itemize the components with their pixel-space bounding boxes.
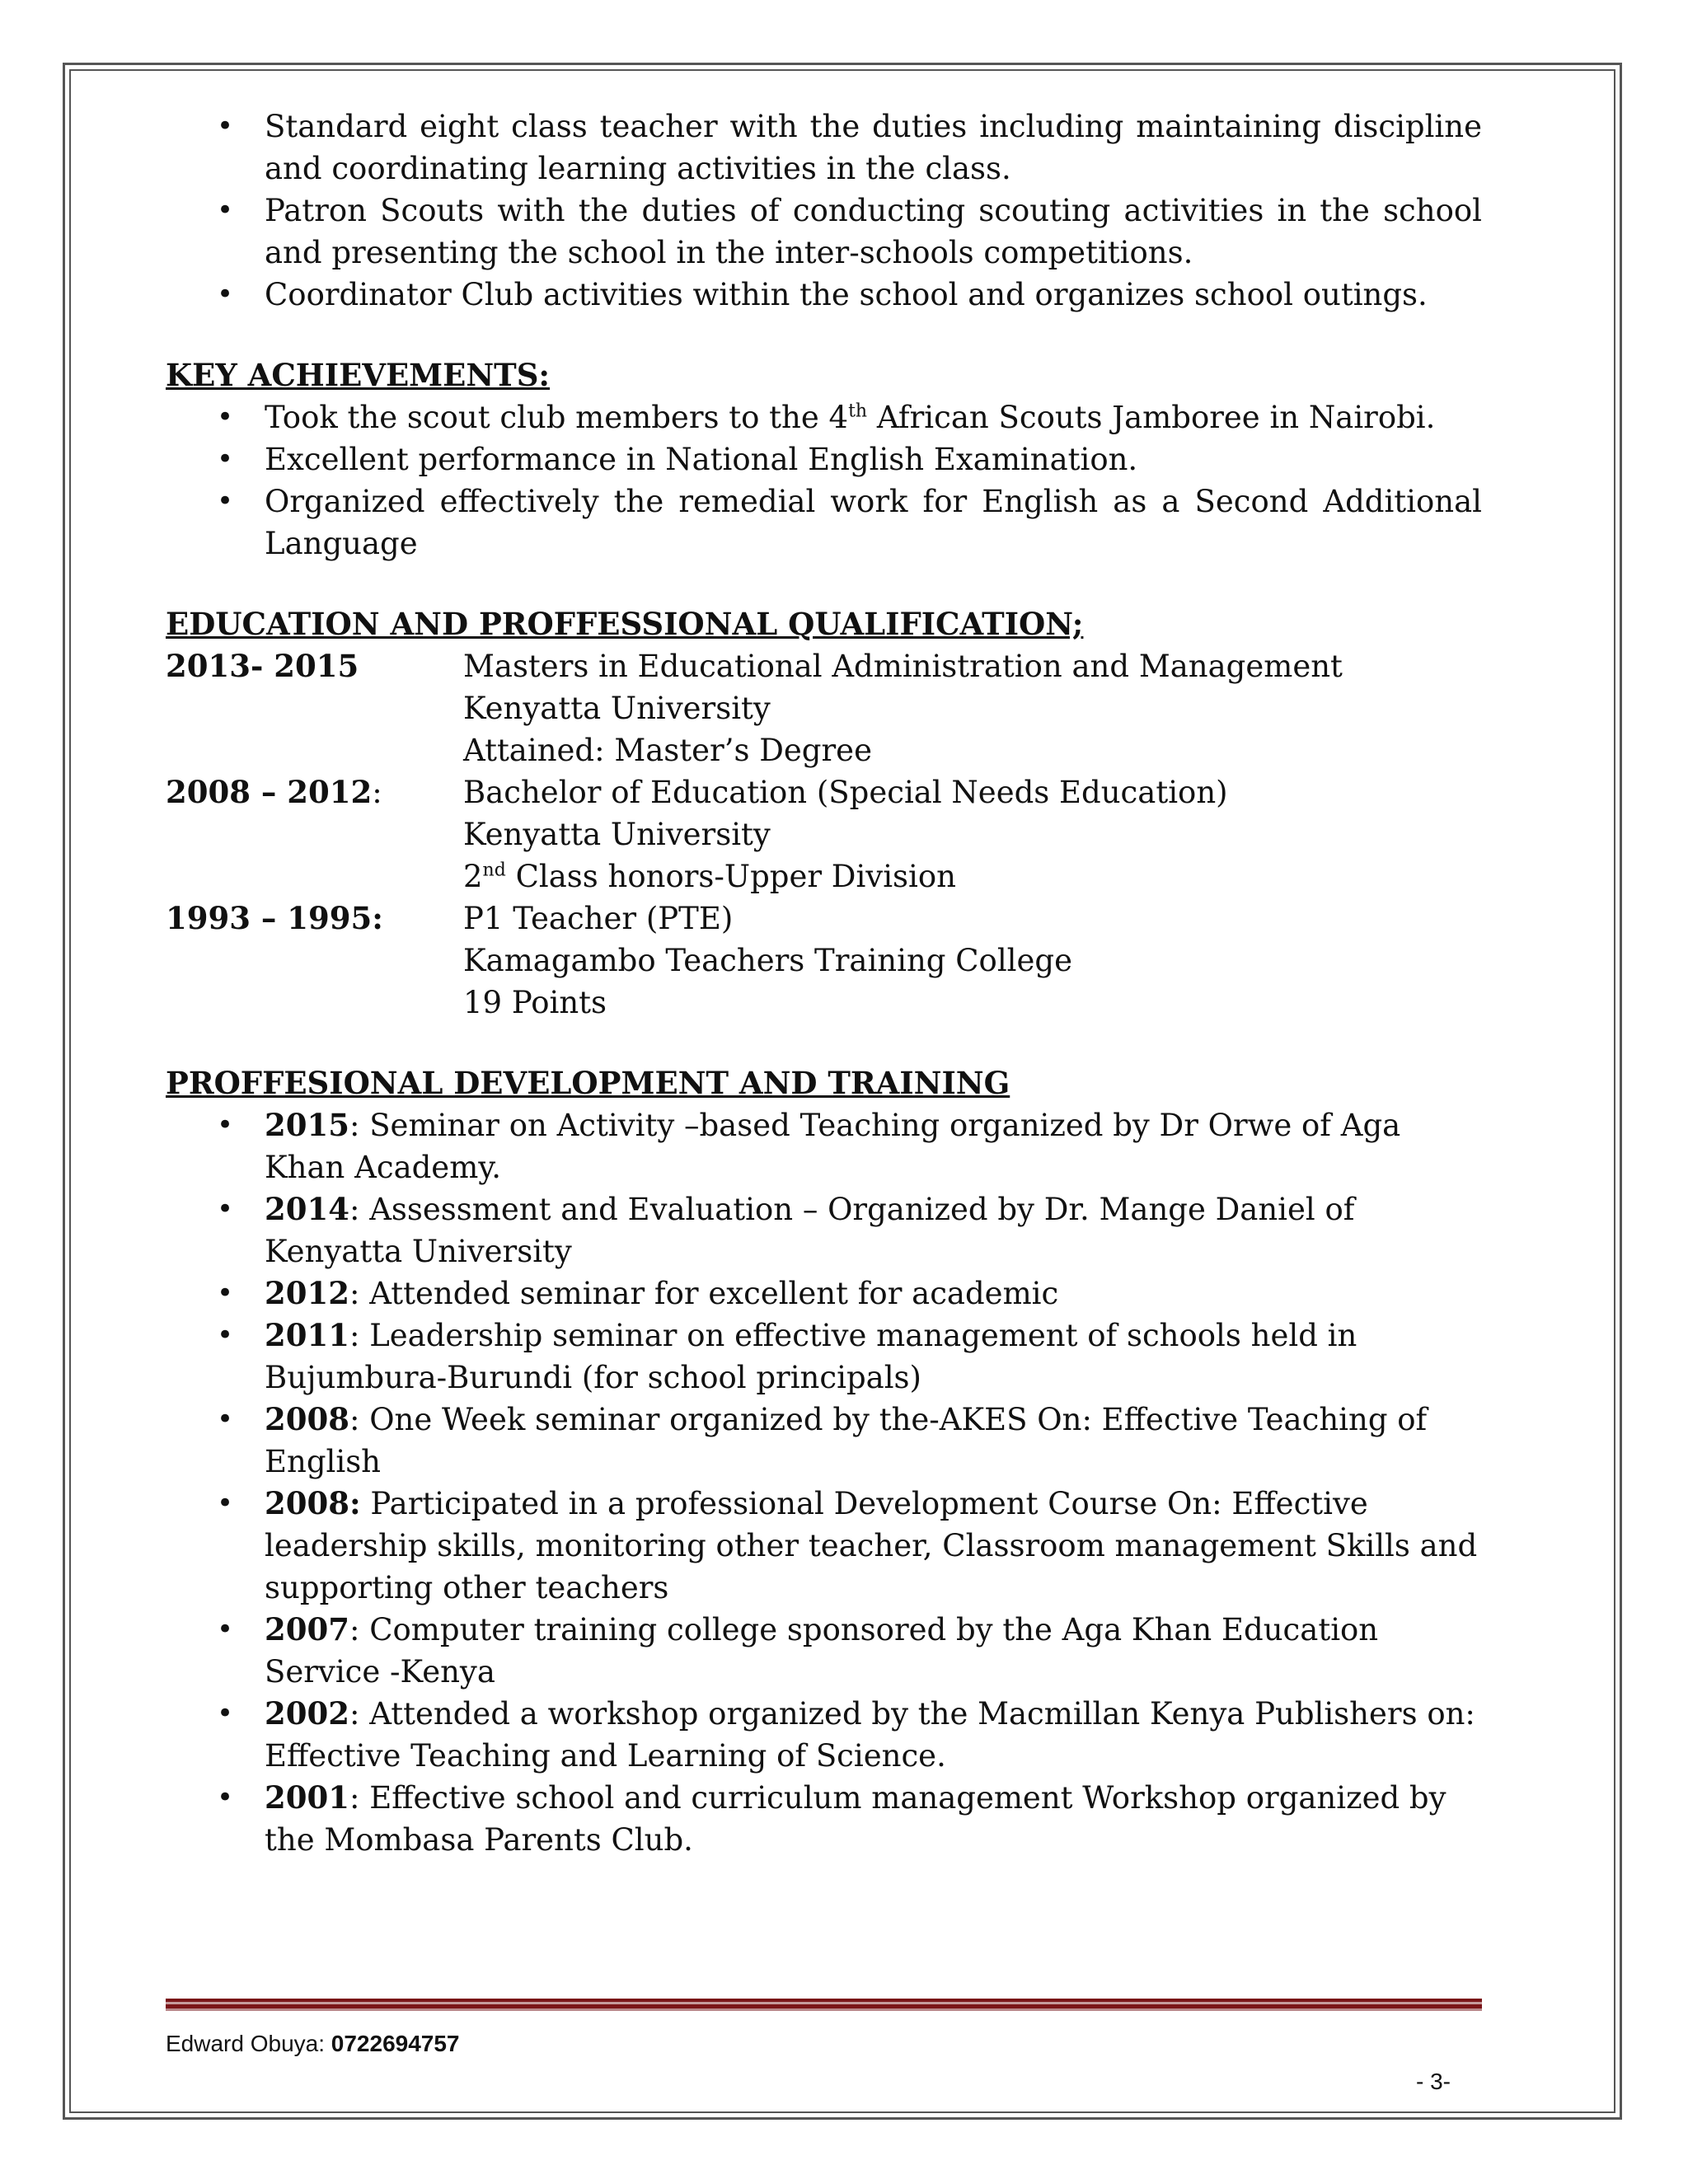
achievement-item: • Excellent performance in National English Examination. (166, 438, 1482, 480)
footer-contact (166, 2031, 460, 2057)
education-line: Bachelor of Education (Special Needs Education) (463, 775, 1228, 810)
training-item: • 2012: Attended seminar for excellent for academic (166, 1272, 1482, 1315)
education-line: 2nd Class honors-Upper Division (463, 859, 956, 894)
education-line: Kenyatta University (463, 817, 771, 852)
education-entry (166, 771, 1482, 898)
training-list (166, 1104, 1482, 1861)
education-line: Kenyatta University (463, 691, 771, 726)
training-item: • 2001: Effective school and curriculum management Workshop organized by the Mombasa Parents Club. (166, 1777, 1482, 1861)
education-years: 1993 – 1995: (166, 900, 383, 936)
education-line: P1 Teacher (PTE) (463, 901, 734, 936)
education-line: Kamagambo Teachers Training College (463, 943, 1072, 978)
training-item: • 2002: Attended a workshop organized by the Macmillan Kenya Publishers on: Effective Teaching and Learning of Science. (166, 1693, 1482, 1777)
footer-phone: 0722694757 (331, 2031, 460, 2056)
duties-list (166, 105, 1482, 316)
achievement-item: • Organized effectively the remedial work for English as a Second Additional Language (166, 480, 1482, 565)
education-years: 2013- 2015 (166, 648, 359, 684)
footer-rule (166, 1999, 1482, 2011)
education-line: 19 Points (463, 985, 607, 1020)
education-entry (166, 898, 1482, 1024)
training-item: • 2007: Computer training college sponsored by the Aga Khan Education Service -Kenya (166, 1609, 1482, 1693)
achievement-item: • Took the scout club members to the 4th African Scouts Jamboree in Nairobi. (166, 396, 1482, 438)
education-line: Masters in Educational Administration and Management (463, 649, 1343, 684)
training-item: • 2011: Leadership seminar on effective management of schools held in Bujumbura-Burundi (for school principals) (166, 1315, 1482, 1399)
duty-item: • Coordinator Club activities within the school and organizes school outings. (166, 274, 1482, 316)
resume-page-body (166, 105, 1482, 1861)
key-achievements-heading: KEY ACHIEVEMENTS: (166, 357, 551, 393)
duty-item: • Standard eight class teacher with the duties including maintaining discipline and coordinating learning activities in the class. (166, 105, 1482, 190)
page-number: - 3- (1416, 2069, 1451, 2094)
training-heading: PROFFESIONAL DEVELOPMENT AND TRAINING (166, 1065, 1010, 1101)
duty-item: • Patron Scouts with the duties of conducting scouting activities in the school and presenting the school in the inter-schools competitions. (166, 190, 1482, 274)
education-years: 2008 – 2012: (166, 774, 382, 810)
education-line: Attained: Master’s Degree (463, 733, 872, 768)
footer-name: Edward Obuya: (166, 2031, 331, 2056)
training-item: • 2015: Seminar on Activity –based Teaching organized by Dr Orwe of Aga Khan Academy. (166, 1104, 1482, 1188)
training-item: • 2008: Participated in a professional Development Course On: Effective leadership skills, monitoring other teacher, Classroom management Skills and supporting other teachers (166, 1483, 1482, 1609)
training-item: • 2008: One Week seminar organized by the-AKES On: Effective Teaching of English (166, 1399, 1482, 1483)
achievements-list (166, 396, 1482, 565)
education-heading: EDUCATION AND PROFFESSIONAL QUALIFICATION; (166, 606, 1084, 642)
education-entry (166, 645, 1482, 771)
training-item: • 2014: Assessment and Evaluation – Organized by Dr. Mange Daniel of Kenyatta University (166, 1188, 1482, 1272)
